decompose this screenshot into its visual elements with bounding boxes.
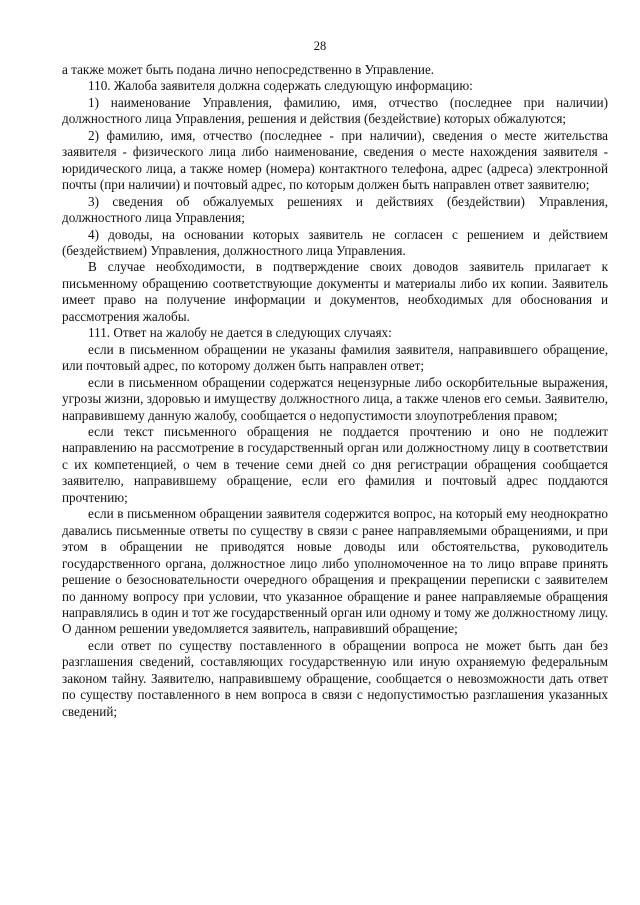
page-number: 28 bbox=[313, 39, 327, 53]
paragraph-subitem-1: 1) наименование Управления, фамилию, имя, отчество (последнее при наличии) должностного лица Управления, решения и действия (бездействие) которых обжалуются; bbox=[62, 94, 608, 127]
paragraph-continuation: а также может быть подана лично непосредственно в Управление. bbox=[62, 62, 435, 77]
paragraph-subitem-3: 3) сведения об обжалуемых решениях и действиях (бездействии) Управления, должностного лица Управления; bbox=[62, 193, 608, 226]
paragraph-subitem-4: 4) доводы, на основании которых заявитель не согласен с решением и действием (бездействием) Управления, должностного лица Управления. bbox=[62, 226, 608, 258]
paragraph-case-repeated: если в письменном обращении заявителя содержится вопрос, на который ему неоднократно давались письменные ответы по существу в связи с ранее направляемыми обращениями, и при этом в обращении не приводятся новые доводы или обстоятельства, руководитель государственного органа, должностное лицо либо уполномоченное на то лицо вправе принять решение о безосновательности очередного обращения и прекращении переписки с заявителем по данному вопросу при условии, что указанное обращение и ранее направляемые обращения направлялись в один и тот же государственный орган или одному и тому же должностному лицу. О данном решении уведомляется заявитель, направивший обращение; bbox=[62, 506, 608, 637]
document-body bbox=[62, 62, 608, 720]
paragraph-case-secret: если ответ по существу поставленного в обращении вопроса не может быть дан без разглашения сведений, составляющих государственную или иную охраняемую федеральным законом тайну. Заявителю, направившему обращение, сообщается о невозможности дать ответ по существу поставленного в нем вопроса в связи с недопустимостью разглашения указанных сведений; bbox=[62, 637, 608, 719]
paragraph-item-111: 111. Ответ на жалобу не дается в следующих случаях: bbox=[88, 325, 392, 341]
paragraph-subitem-2: 2) фамилию, имя, отчество (последнее - при наличии), сведения о месте жительства заявителя - физического лица либо наименование, сведения о месте нахождения заявителя - юридического лица, а также номер (номера) контактного телефона, адрес (адреса) электронной почты (при наличии) и почтовый адрес, по которым должен быть направлен ответ заявителю; bbox=[62, 127, 608, 193]
paragraph-case-no-name: если в письменном обращении не указаны фамилия заявителя, направившего обращение, или почтовый адрес, по которому должен быть направлен ответ; bbox=[62, 341, 608, 374]
paragraph-attachments: В случае необходимости, в подтверждение своих доводов заявитель прилагает к письменному обращению соответствующие документы и материалы либо их копии. Заявитель имеет право на получение информации и документов, необходимых для обоснования и рассмотрения жалобы. bbox=[62, 259, 608, 324]
paragraph-case-obscene: если в письменном обращении содержатся нецензурные либо оскорбительные выражения, угрозы жизни, здоровью и имуществу должностного лица, а также членов его семьи. Заявителю, направившему данную жалобу, сообщается о недопустимости злоупотребления правом; bbox=[62, 374, 608, 423]
paragraph-item-110: 110. Жалоба заявителя должна содержать следующую информацию: bbox=[88, 78, 473, 94]
paragraph-case-unreadable: если текст письменного обращения не поддается прочтению и оно не подлежит направлению на рассмотрение в государственный орган или должностному лицу в соответствии с их компетенцией, о чем в течение семи дней со дня регистрации обращения сообщается заявителю, направившему обращение, если его фамилия и почтовый адрес поддаются прочтению; bbox=[62, 423, 608, 505]
